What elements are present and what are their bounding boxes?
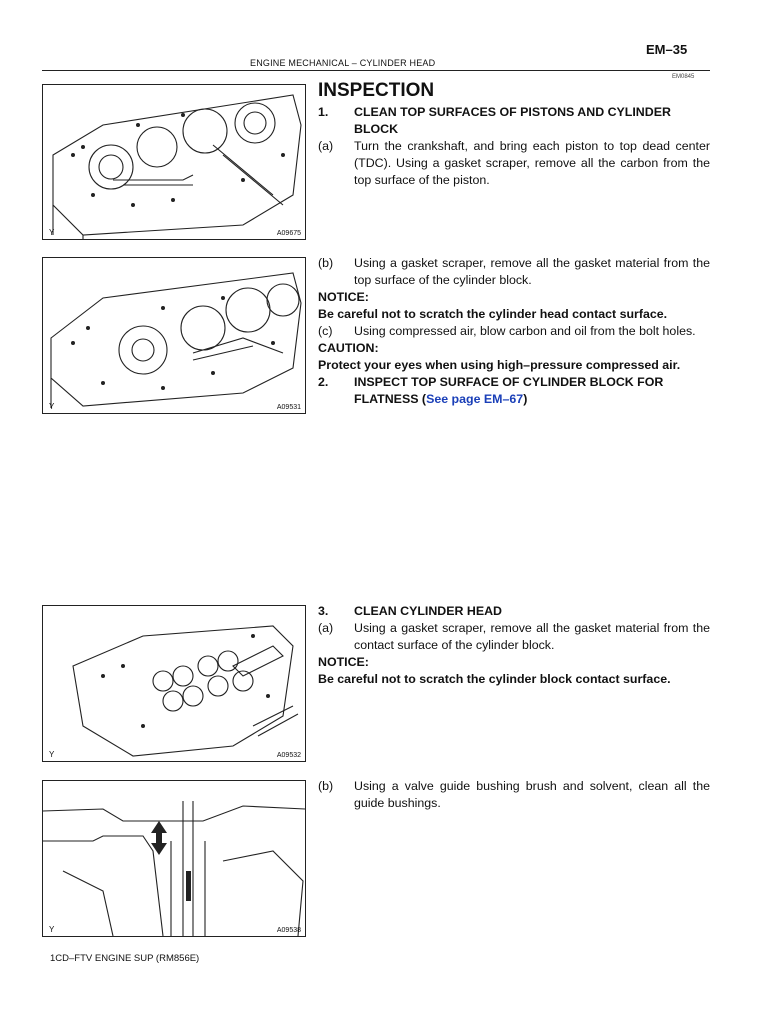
page-number: EM–35 bbox=[646, 42, 688, 57]
guide-cleaning-section bbox=[318, 778, 710, 812]
engine-block-illustration-1 bbox=[43, 85, 305, 239]
inspection-section bbox=[318, 80, 710, 189]
notice-label: NOTICE: bbox=[318, 655, 369, 669]
step-number: 3. bbox=[318, 604, 329, 618]
figure-code: A09532 bbox=[276, 752, 301, 759]
engine-block-illustration-2 bbox=[43, 258, 305, 413]
figure-y-label: Y bbox=[49, 750, 55, 759]
substep-number: (b) bbox=[318, 779, 334, 793]
step-1c bbox=[318, 323, 710, 340]
figure-piston-scraping bbox=[42, 84, 306, 240]
step-3b bbox=[318, 778, 710, 812]
figure-head-scraping bbox=[42, 605, 306, 762]
figure-y-label: Y bbox=[49, 925, 55, 934]
substep-text: Using a valve guide bushing brush and solvent, clean all the guide bushings. bbox=[354, 779, 710, 810]
caution-label: CAUTION: bbox=[318, 341, 379, 355]
substep-number: (a) bbox=[318, 139, 334, 153]
substep-text: Using a gasket scraper, remove all the gasket material from the top surface of the cylinder block. bbox=[354, 256, 710, 287]
guide-bushing-illustration bbox=[43, 781, 305, 936]
see-page-link[interactable]: See page EM–67 bbox=[426, 392, 524, 406]
step-number: 1. bbox=[318, 105, 329, 119]
substep-number: (a) bbox=[318, 621, 334, 635]
substep-number: (b) bbox=[318, 256, 334, 270]
figure-code: A09531 bbox=[276, 404, 301, 411]
substep-text: Turn the crankshaft, and bring each piston to top dead center (TDC). Using a gasket scraper, remove all the carbon from the top surface of the piston. bbox=[354, 139, 710, 187]
notice-label: NOTICE: bbox=[318, 290, 369, 304]
figure-guide-brush bbox=[42, 780, 306, 937]
footer-text: 1CD–FTV ENGINE SUP (RM856E) bbox=[50, 953, 200, 964]
substep-text: Using a gasket scraper, remove all the gasket material from the contact surface of the cylinder block. bbox=[354, 621, 710, 652]
caution-text: Protect your eyes when using high–pressure compressed air. bbox=[318, 358, 681, 372]
step-1b bbox=[318, 255, 710, 289]
section-code: EM0845 bbox=[672, 74, 695, 80]
step-title: CLEAN CYLINDER HEAD bbox=[354, 604, 503, 618]
notice-text: Be careful not to scratch the cylinder block contact surface. bbox=[318, 672, 671, 686]
figure-block-scraping bbox=[42, 257, 306, 414]
figure-code: A09675 bbox=[276, 230, 301, 237]
figure-y-label: Y bbox=[49, 228, 55, 237]
head-cleaning-section bbox=[318, 603, 710, 688]
step-1 bbox=[318, 104, 710, 138]
cylinder-head-illustration bbox=[43, 606, 305, 761]
section-heading: INSPECTION bbox=[318, 80, 435, 101]
section-title: ENGINE MECHANICAL – CYLINDER HEAD bbox=[250, 58, 436, 68]
step-3a bbox=[318, 620, 710, 654]
header-rule bbox=[42, 70, 710, 71]
step-3 bbox=[318, 603, 710, 620]
block-cleaning-section bbox=[318, 255, 710, 408]
figure-y-label: Y bbox=[49, 402, 55, 411]
step-2 bbox=[318, 374, 710, 408]
step-number: 2. bbox=[318, 375, 329, 389]
notice-text: Be careful not to scratch the cylinder head contact surface. bbox=[318, 307, 668, 321]
step-title: CLEAN TOP SURFACES OF PISTONS AND CYLINDER BLOCK bbox=[354, 105, 671, 136]
step-title: INSPECT TOP SURFACE OF CYLINDER BLOCK FOR FLATNESS (See page EM–67) bbox=[354, 375, 664, 406]
figure-code: A09538 bbox=[276, 927, 301, 934]
substep-number: (c) bbox=[318, 324, 333, 338]
substep-text: Using compressed air, blow carbon and oil from the bolt holes. bbox=[354, 324, 696, 338]
up-down-arrow-icon bbox=[151, 821, 167, 855]
step-1a bbox=[318, 138, 710, 189]
